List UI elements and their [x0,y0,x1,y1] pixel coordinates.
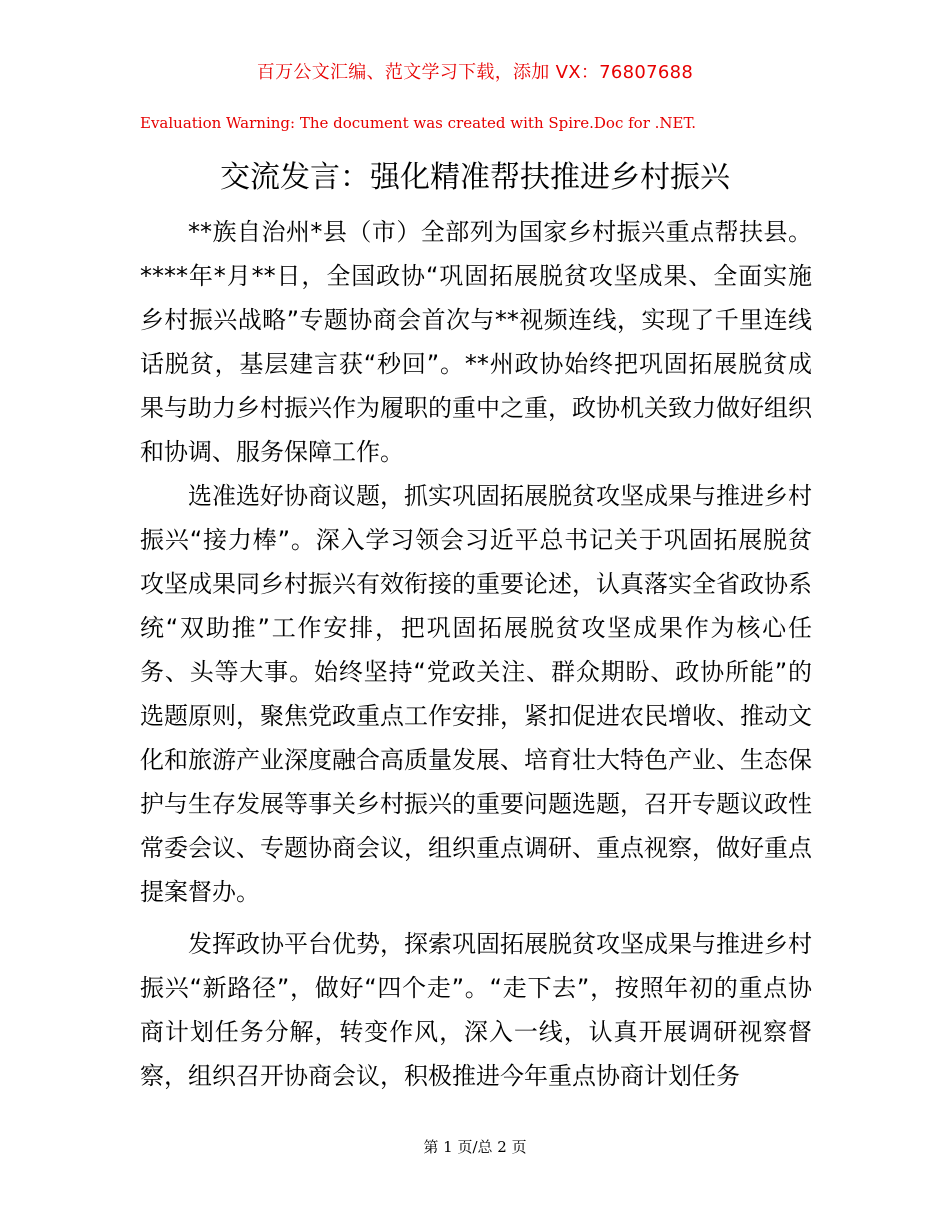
page-number-footer: 第 1 页/总 2 页 [423,1138,527,1156]
promo-banner: 百万公文汇编、范文学习下载，添加 VX：76807688 [256,62,694,83]
body-paragraph-2: 选准选好协商议题，抓实巩固拓展脱贫攻坚成果与推进乡村振兴“接力棒”。深入学习领会习近平总书记关于巩固拓展脱贫攻坚成果同乡村振兴有效衔接的重要论述，认真落实全省政协系统“双助推”工作安排，把巩固拓展脱贫攻坚成果作为核心任务、头等大事。始终坚持“党政关注、群众期盼、政协所能”的选题原则，聚焦党政重点工作安排，紧扣促进农民增收、推动文化和旅游产业深度融合高质量发展、培育壮大特色产业、生态保护与生存发展等事关乡村振兴的重要问题选题，召开专题议政性常委会议、专题协商会议，组织重点调研、重点视察，做好重点提案督办。 [140,482,812,906]
body-paragraph-3: 发挥政协平台优势，探索巩固拓展脱贫攻坚成果与推进乡村振兴“新路径”，做好“四个走”。“走下去”，按照年初的重点协商计划任务分解，转变作风，深入一线，认真开展调研视察督察，组织召开协商会议，积极推进今年重点协商计划任务 [140,930,812,1090]
document-title: 交流发言：强化精准帮扶推进乡村振兴 [220,160,730,195]
evaluation-warning: Evaluation Warning: The document was created with Spire.Doc for .NET. [140,114,697,132]
body-paragraph-1: **族自治州*县（市）全部列为国家乡村振兴重点帮扶县。****年*月**日，全国政协“巩固拓展脱贫攻坚成果、全面实施乡村振兴战略”专题协商会首次与**视频连线，实现了千里连线话脱贫，基层建言获“秒回”。**州政协始终把巩固拓展脱贫成果与助力乡村振兴作为履职的重中之重，政协机关致力做好组织和协调、服务保障工作。 [140,218,812,466]
